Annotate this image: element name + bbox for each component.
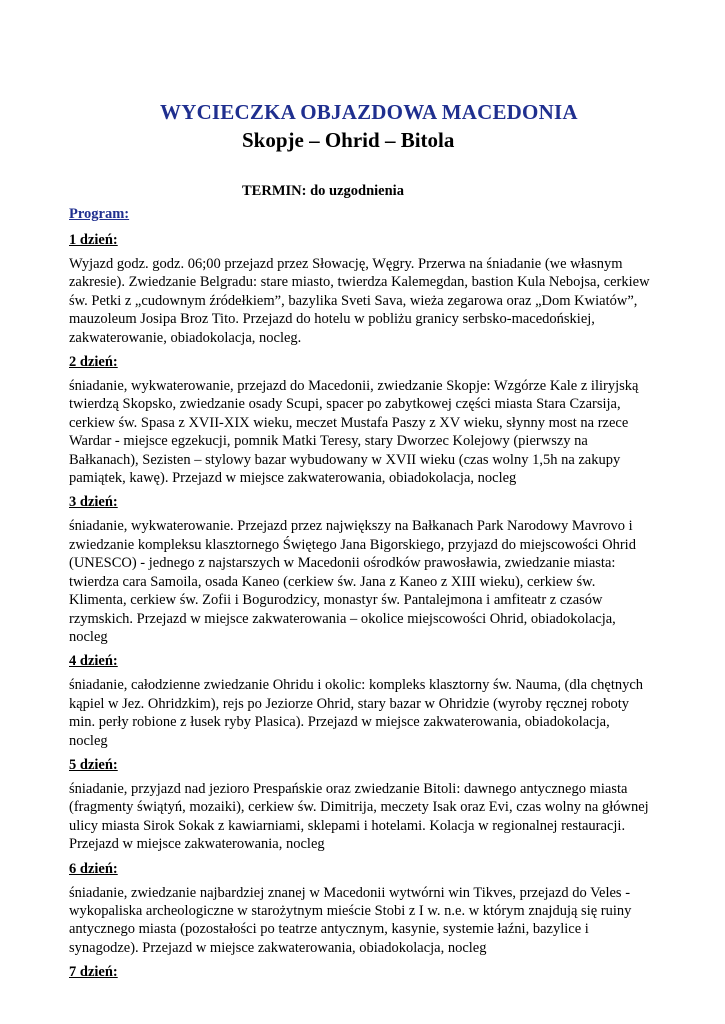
day-text-line: min. perły robione z łusek ryby Plasica). Przejazd w miejsce zakwaterowania, obiadokolacja, <box>69 714 610 731</box>
day-text-line: Przejazd w miejsce zakwaterowania, nocleg <box>69 836 325 853</box>
day-section <box>69 860 659 958</box>
day-heading: 4 dzień: <box>69 653 118 670</box>
day-text-line: kąpiel w Jez. Ohridzkim), rejs po Jeziorze Ohrid, stary bazar w Ohridzie (wyroby ręcznej roboty <box>69 695 630 712</box>
day-section <box>69 652 659 750</box>
day-section <box>69 353 659 487</box>
day-description <box>69 676 659 750</box>
day-text-line: twierdzą Skopsko, zwiedzanie osady Scupi, spacer po zabytkowej części miasta Stara Czarsija, <box>69 396 621 413</box>
day-description <box>69 377 659 487</box>
day-text-line: śniadanie, wykwaterowanie. Przejazd przez największy na Bałkanach Park Narodowy Mavrovo i <box>69 518 633 535</box>
document-subtitle: Skopje – Ohrid – Bitola <box>242 128 455 152</box>
day-text-line: śniadanie, zwiedzanie najbardziej znanej w Macedonii wytwórni win Tikves, przejazd do Veles - <box>69 884 631 901</box>
day-text-line: ulicy miasta Sirok Sokak z kawiarniami, sklepami i hotelami. Kolacja w regionalnej restauracji. <box>69 817 626 834</box>
day-text-line: rzymskich. Przejazd w miejsce zakwaterowania – okolice miejscowości Ohrid, obiadokolacja, <box>69 610 616 627</box>
day-description <box>69 780 659 854</box>
day-text-line: śniadanie, przyjazd nad jezioro Prespańskie oraz zwiedzanie Bitoli: dawnego antycznego miasta <box>69 780 628 797</box>
day-heading: 3 dzień: <box>69 494 118 511</box>
day-text-line: zakresie). Zwiedzanie Belgradu: stare miasto, twierdza Kalemegdan, bastion Kula Nebojsa, cerkiew <box>69 274 650 291</box>
day-text-line: synagodze). Przejazd w miejsce zakwaterowania, obiadokolacja, nocleg <box>69 939 487 956</box>
day-heading: 5 dzień: <box>69 756 118 773</box>
day-text-line: nocleg <box>69 732 108 749</box>
day-text-line: antycznego miasta (pozostałości po teatrze antycznym, kasynie, systemie łaźni, bazylice i <box>69 921 589 938</box>
day-text-line: mauzoleum Josipa Broz Tito. Przejazd do hotelu w pobliżu granicy serbsko-macedońskiej, <box>69 311 595 328</box>
day-text-line: Wardar - miejsce egzekucji, pomnik Matki Teresy, stary Dworzec Kolejowy (pierwszy na <box>69 433 588 450</box>
day-text-line: (fragmenty świątyń, mozaiki), cerkiew św. Dimitrija, meczety Isak oraz Evi, czas wolny na głównej <box>69 799 649 816</box>
day-text-line: Bałkanach), Sezisten – stylowy bazar wybudowany w XVII wieku (czas wolny 1,5h na zakupy <box>69 451 621 468</box>
day-text-line: twierdza cara Samoila, osada Kaneo (cerkiew św. Jana z Kaneo z XIII wieku), cerkiew św. <box>69 573 596 590</box>
termin-line: TERMIN: do uzgodnienia <box>242 183 404 199</box>
day-heading: 6 dzień: <box>69 860 118 877</box>
day-description <box>69 255 659 347</box>
day-text-line: (UNESCO) - jednego z najstarszych w Macedonii ośrodków prawosławia, zwiedzanie miasta: <box>69 555 616 572</box>
day-section <box>69 493 659 646</box>
day-text-line: wykopaliska archeologiczne w starożytnym mieście Stobi z I w. n.e. w którym znajdują się ruiny <box>69 902 632 919</box>
day-heading: 7 dzień: <box>69 964 118 981</box>
day-description <box>69 517 659 646</box>
day-description <box>69 884 659 958</box>
day-section <box>69 963 659 981</box>
day-text-line: śniadanie, wykwaterowanie, przejazd do Macedonii, zwiedzanie Skopje: Wzgórze Kale z iliryjską <box>69 378 639 395</box>
program-label: Program: <box>69 206 130 222</box>
day-text-line: zakwaterowanie, obiadokolacja, nocleg. <box>69 329 302 346</box>
day-text-line: nocleg <box>69 628 108 645</box>
day-text-line: zwiedzanie kompleksu klasztornego Świętego Jana Bigorskiego, przyjazd do miejscowości Ohrid <box>69 536 636 553</box>
document-title: WYCIECZKA OBJAZDOWA MACEDONIA <box>160 100 578 124</box>
day-heading: 1 dzień: <box>69 232 118 248</box>
day-section <box>69 756 659 854</box>
day-text-line: św. Petki z „cudownym źródełkiem”, bazylika Sveti Sava, wieża zegarowa oraz „Dom Kwiatów”, <box>69 292 638 309</box>
day-heading: 2 dzień: <box>69 354 118 371</box>
day-text-line: Wyjazd godz. godz. 06;00 przejazd przez Słowację, Węgry. Przerwa na śniadanie (we własnym <box>69 256 623 272</box>
day-text-line: cerkiew św. Spasa z XVII-XIX wieku, meczet Mustafa Paszy z XV wieku, słynny most na rzece <box>69 414 629 431</box>
day-text-line: Klimenta, cerkiew św. Zofii i Bogurodzicy, monastyr św. Pantalejmona i amfiteatr z czasów <box>69 592 603 609</box>
day-text-line: pamiątek, kawę). Przejazd w miejsce zakwaterowania, obiadokolacja, nocleg <box>69 470 517 487</box>
day-section <box>69 231 659 347</box>
day-text-line: śniadanie, całodzienne zwiedzanie Ohridu i okolic: kompleks klasztorny św. Nauma, (dla chętnych <box>69 677 644 694</box>
program-days <box>69 231 659 987</box>
